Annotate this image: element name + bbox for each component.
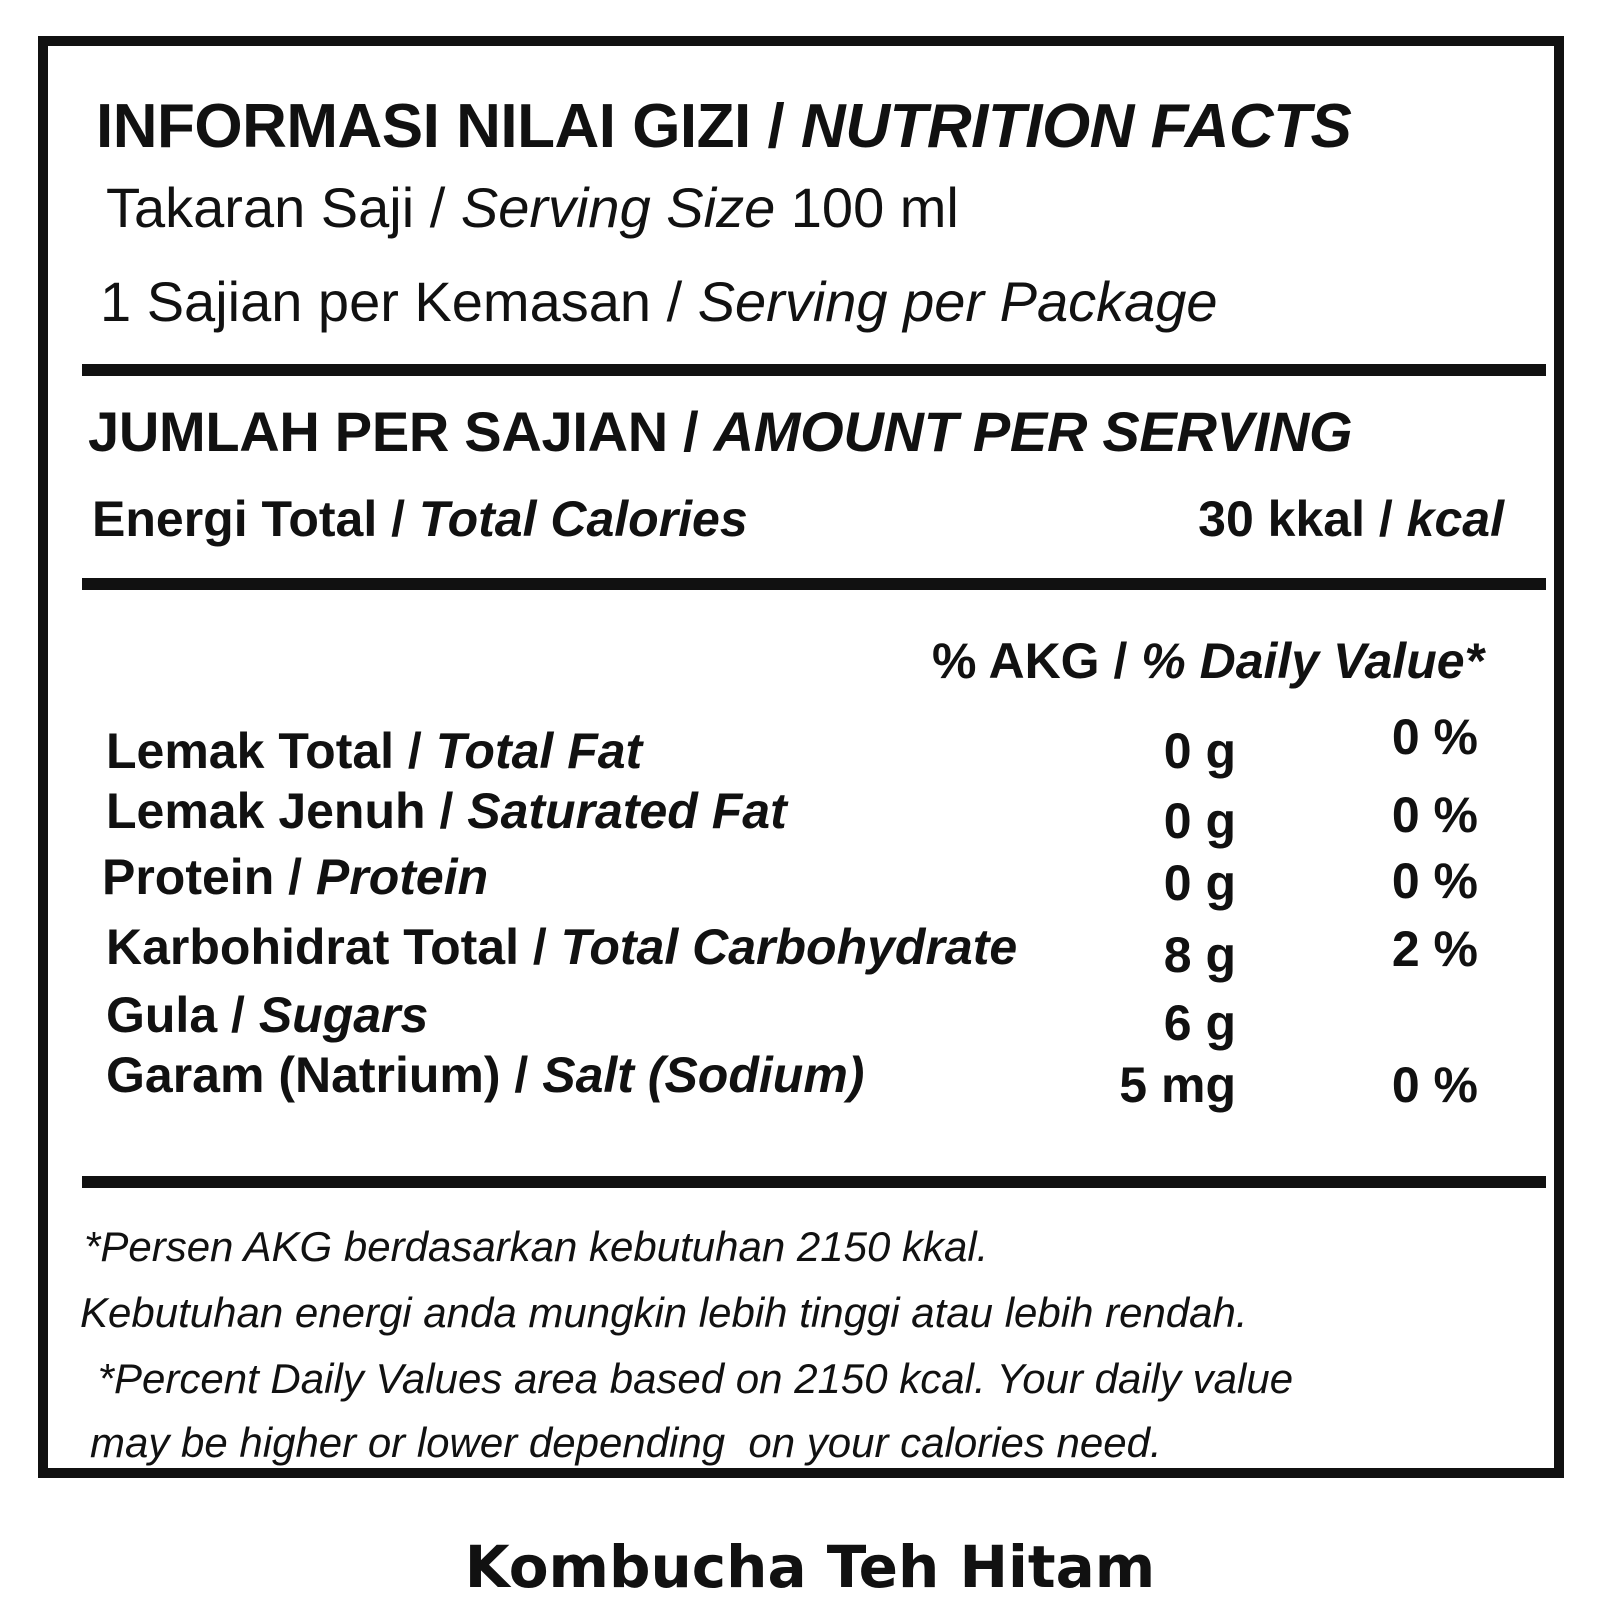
panel-title (96, 92, 1352, 161)
nutrient-name-id: Garam (Natrium) / (106, 1047, 543, 1103)
nutrient-name (106, 723, 643, 779)
nutrient-amount: 5 mg (1119, 1057, 1236, 1113)
nutrient-name (106, 1047, 865, 1103)
footnote-line: *Persen AKG berdasarkan kebutuhan 2150 kkal. (84, 1223, 989, 1270)
nutrient-daily-value: 0 % (1391, 853, 1478, 909)
amount-header-en: AMOUNT PER SERVING (713, 400, 1353, 463)
nutrient-name (106, 987, 429, 1043)
nutrient-name-id: Protein / (102, 849, 316, 905)
nutrient-name-en: Saturated Fat (467, 783, 787, 839)
nutrient-name (106, 919, 1018, 975)
calories-label-en: Total Calories (418, 491, 748, 547)
nutrition-facts-panel (38, 36, 1564, 1478)
amount-header-id: JUMLAH PER SAJIAN / (88, 400, 714, 463)
nutrient-name-en: Total Carbohydrate (560, 919, 1018, 975)
serving-size-label-en: Serving Size (460, 176, 776, 239)
nutrient-name (106, 783, 787, 839)
nutrient-name (102, 849, 489, 905)
total-calories-value (1198, 491, 1504, 547)
title-indonesian: INFORMASI NILAI GIZI / (96, 92, 801, 161)
nutrient-daily-value: 0 % (1391, 709, 1478, 765)
divider-top (82, 364, 1546, 376)
nutrient-name-en: Salt (Sodium) (542, 1047, 865, 1103)
divider-middle (82, 578, 1546, 590)
nutrient-name-id: Karbohidrat Total / (106, 919, 561, 975)
daily-value-header-en: % Daily Value* (1141, 633, 1484, 689)
daily-value-header-id: % AKG / (931, 633, 1142, 689)
serving-size-value: 100 ml (775, 176, 959, 239)
footnote-line: may be higher or lower depending on your calories need. (90, 1419, 1162, 1466)
serving-size (106, 176, 959, 239)
nutrient-name-en: Total Fat (435, 723, 643, 779)
footnote-line: *Percent Daily Values area based on 2150 kcal. Your daily value (86, 1355, 1294, 1402)
daily-value-header (931, 633, 1484, 689)
nutrient-name-en: Protein (315, 849, 489, 905)
serving-size-label-id: Takaran Saji / (106, 176, 461, 239)
title-english: NUTRITION FACTS (800, 92, 1352, 161)
footnote-line: Kebutuhan energi anda mungkin lebih tinggi atau lebih rendah. (80, 1289, 1248, 1336)
nutrient-amount: 0 g (1163, 855, 1236, 911)
calories-label-id: Energi Total / (92, 491, 419, 547)
nutrient-daily-value: 0 % (1391, 787, 1478, 843)
calories-unit-en: kcal (1406, 491, 1504, 547)
divider-bottom (82, 1176, 1546, 1188)
servings-label-id: 1 Sajian per Kemasan / (100, 270, 698, 333)
nutrient-name-id: Lemak Jenuh / (106, 783, 468, 839)
calories-value-id: 30 kkal / (1198, 491, 1407, 547)
nutrient-amount: 8 g (1163, 927, 1236, 983)
nutrient-name-en: Sugars (258, 987, 429, 1043)
nutrient-amount: 0 g (1163, 793, 1236, 849)
servings-per-package (100, 270, 1218, 333)
amount-per-serving-header (88, 400, 1353, 463)
nutrient-daily-value: 2 % (1391, 921, 1478, 977)
nutrient-daily-value: 0 % (1391, 1057, 1478, 1113)
product-name: Kombucha Teh Hitam (464, 1533, 1156, 1601)
servings-label-en: Serving per Package (697, 270, 1218, 333)
nutrient-name-id: Lemak Total / (106, 723, 436, 779)
nutrient-amount: 6 g (1163, 995, 1236, 1051)
total-calories-label (92, 491, 748, 547)
nutrient-amount: 0 g (1163, 723, 1236, 779)
nutrient-name-id: Gula / (106, 987, 259, 1043)
